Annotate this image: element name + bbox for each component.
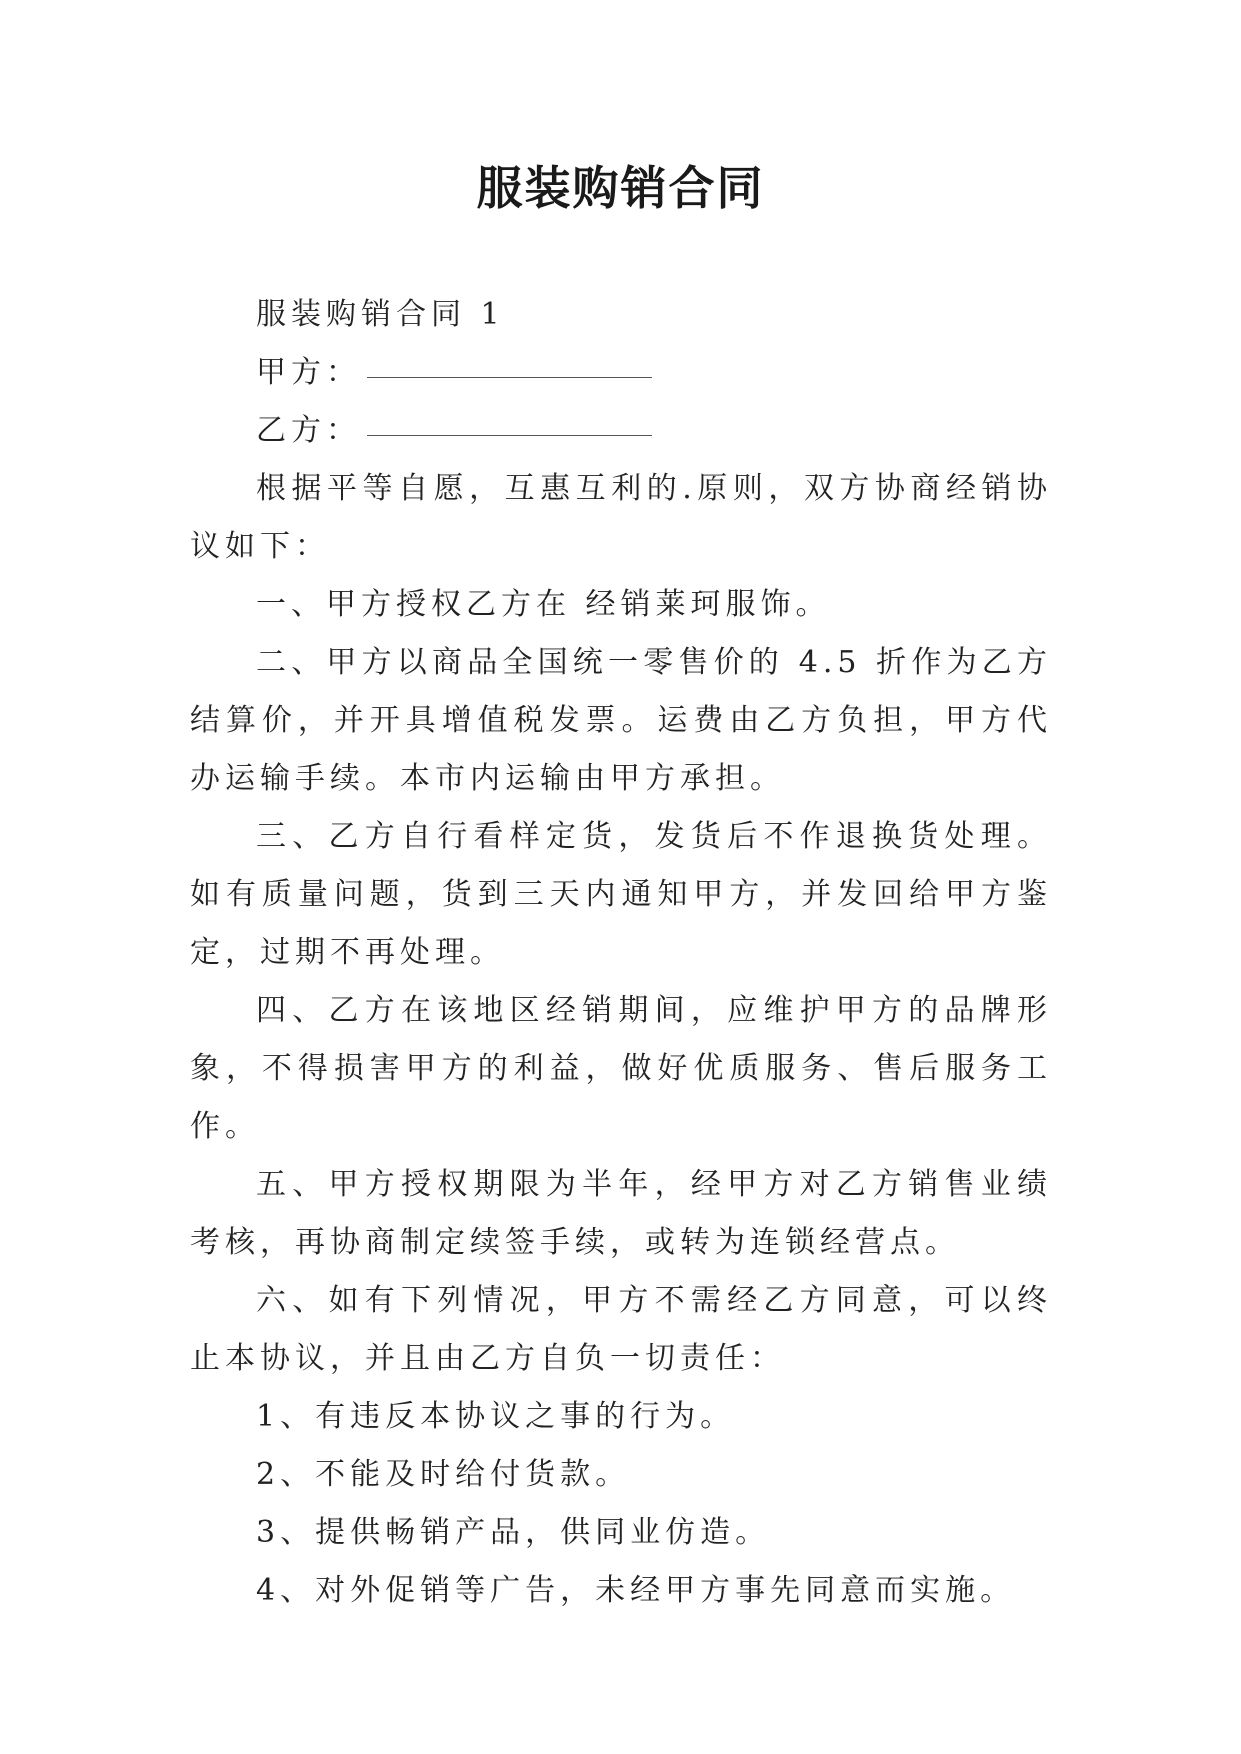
party-b-blank[interactable] (367, 434, 652, 436)
clause-6: 六、如有下列情况，甲方不需经乙方同意，可以终止本协议，并且由乙方自负一切责任： (190, 1283, 1052, 1376)
party-b-label: 乙方： (256, 413, 361, 448)
list-item-2: 2、不能及时给付货款。 (256, 1457, 631, 1492)
clause-2: 二、甲方以商品全国统一零售价的 4.5 折作为乙方结算价，并开具增值税发票。运费由乙方负担，甲方代办运输手续。本市内运输由甲方承担。 (190, 645, 1052, 796)
party-a-blank[interactable] (367, 376, 652, 378)
list-item-1: 1、有违反本协议之事的行为。 (256, 1399, 736, 1434)
clause-3: 三、乙方自行看样定货，发货后不作退换货处理。如有质量问题，货到三天内通知甲方，并发回给甲方鉴定，过期不再处理。 (190, 819, 1052, 970)
party-a-line (190, 344, 1052, 402)
paragraph-preamble: 根据平等自愿，互惠互利的.原则，双方协商经销协议如下： (190, 471, 1052, 564)
document-body (190, 286, 1052, 1620)
list-item-3: 3、提供畅销产品，供同业仿造。 (256, 1515, 771, 1550)
party-b-line (190, 402, 1052, 460)
list-item-4: 4、对外促销等广告，未经甲方事先同意而实施。 (256, 1573, 1016, 1608)
document-title: 服装购销合同 (476, 161, 765, 215)
contract-subtitle: 服装购销合同 1 (256, 297, 505, 332)
party-a-label: 甲方： (256, 355, 361, 390)
clause-1: 一、甲方授权乙方在 经销莱珂服饰。 (256, 587, 831, 622)
clause-5: 五、甲方授权期限为半年，经甲方对乙方销售业绩考核，再协商制定续签手续，或转为连锁经营点。 (190, 1167, 1052, 1260)
clause-4: 四、乙方在该地区经销期间，应维护甲方的品牌形象，不得损害甲方的利益，做好优质服务、售后服务工作。 (190, 993, 1052, 1144)
